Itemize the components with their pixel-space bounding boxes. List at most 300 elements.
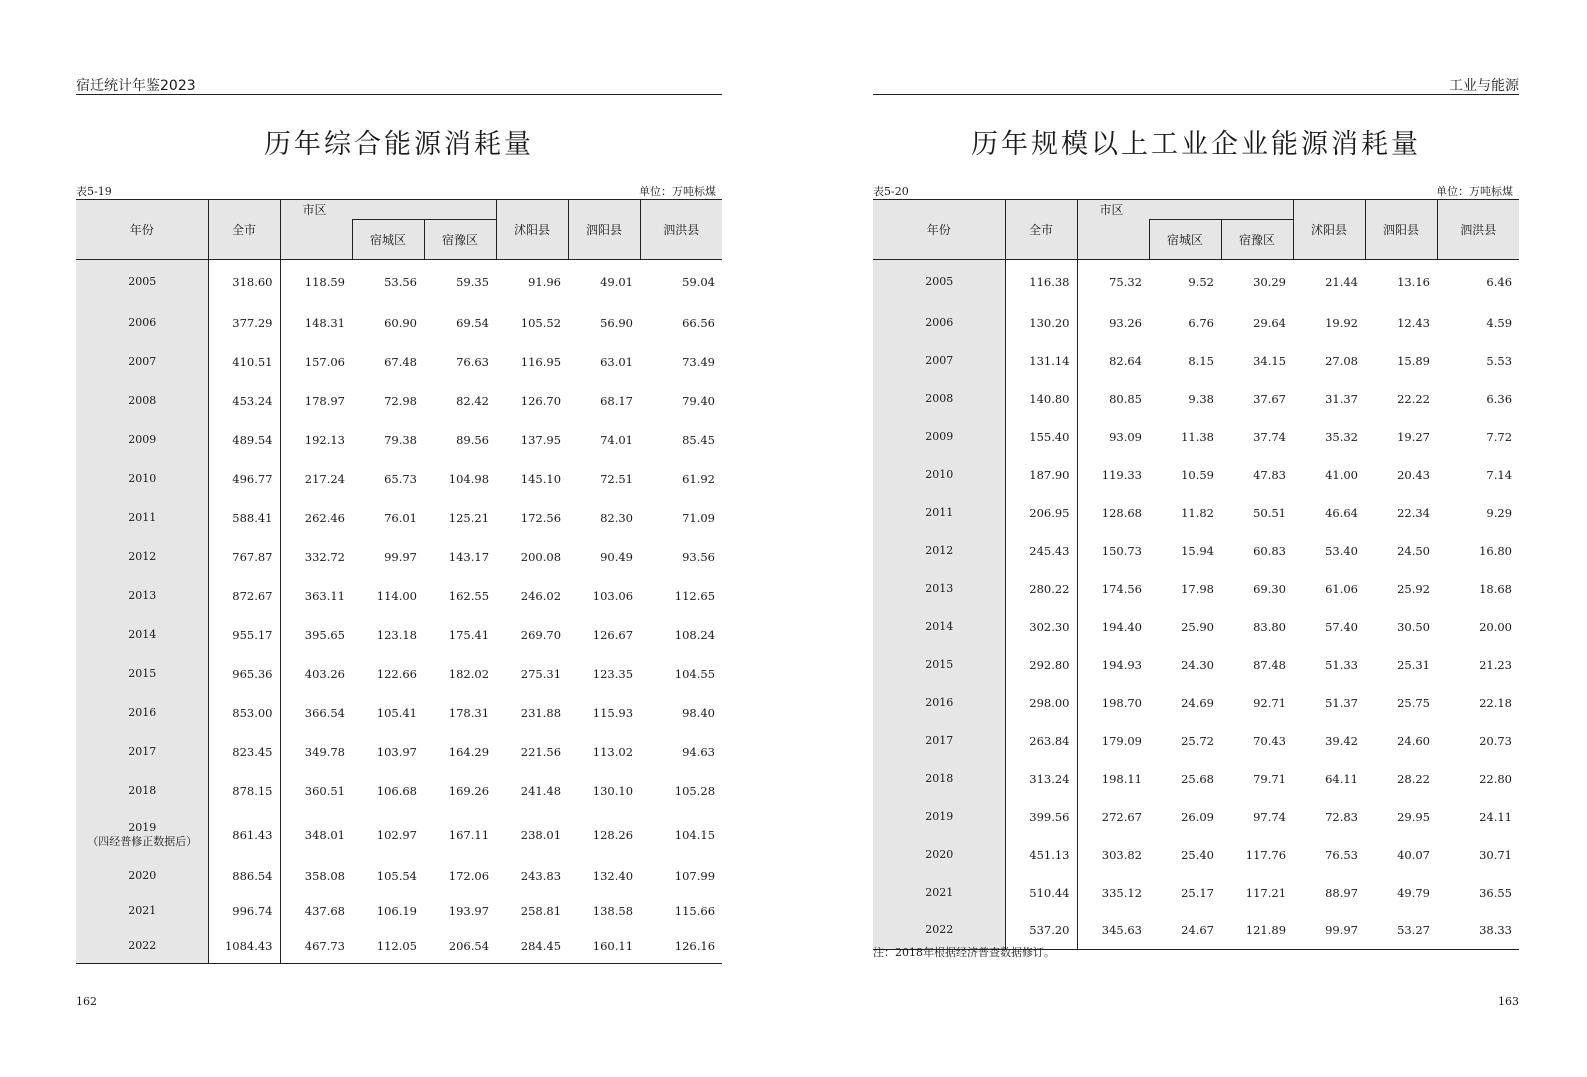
data-cell: 358.08 bbox=[304, 869, 345, 883]
data-cell: 132.40 bbox=[592, 869, 634, 883]
year-label: 2009 bbox=[128, 433, 157, 446]
data-cell: 115.93 bbox=[592, 706, 634, 720]
col-sucheng: 宿城区 bbox=[1149, 220, 1221, 260]
data-cell: 21.44 bbox=[1325, 274, 1359, 289]
data-cell: 125.21 bbox=[448, 511, 490, 525]
data-cell: 116.38 bbox=[1005, 260, 1077, 304]
row-year bbox=[76, 694, 208, 733]
data-cell: 68.17 bbox=[600, 394, 634, 408]
data-cell: 76.01 bbox=[384, 511, 417, 525]
col-urban: 市区 bbox=[280, 200, 496, 220]
data-cell: 99.97 bbox=[384, 550, 417, 564]
data-cell: 157.06 bbox=[304, 355, 345, 369]
year-label: 2009 bbox=[925, 429, 954, 443]
row-year bbox=[76, 499, 208, 538]
data-cell: 72.51 bbox=[600, 472, 634, 486]
unit-label: 单位：万吨标煤 bbox=[1436, 185, 1513, 198]
table-row bbox=[873, 570, 1519, 608]
data-cell: 66.56 bbox=[682, 316, 716, 330]
row-year bbox=[873, 304, 1005, 342]
data-cell: 262.46 bbox=[304, 511, 345, 525]
data-cell: 172.56 bbox=[520, 511, 562, 525]
data-cell: 996.74 bbox=[208, 894, 280, 929]
table-row bbox=[873, 798, 1519, 836]
data-cell: 24.67 bbox=[1149, 912, 1221, 950]
data-cell: 21.23 bbox=[1479, 657, 1513, 672]
data-cell: 105.41 bbox=[376, 706, 417, 720]
data-cell: 489.54 bbox=[208, 421, 280, 460]
data-cell: 403.26 bbox=[304, 667, 345, 681]
data-cell: 79.40 bbox=[682, 394, 716, 408]
data-cell: 167.11 bbox=[448, 827, 490, 842]
year-label: 2016 bbox=[128, 706, 157, 719]
row-year bbox=[873, 646, 1005, 684]
data-cell: 82.42 bbox=[456, 394, 490, 408]
year-label: 2010 bbox=[925, 467, 954, 481]
data-cell: 217.24 bbox=[304, 472, 345, 486]
data-cell: 767.87 bbox=[208, 538, 280, 577]
data-cell: 9.52 bbox=[1188, 274, 1214, 289]
data-cell: 51.33 bbox=[1325, 657, 1359, 672]
data-cell: 302.30 bbox=[1005, 608, 1077, 646]
data-cell: 363.11 bbox=[304, 589, 345, 603]
data-cell: 15.89 bbox=[1397, 353, 1431, 368]
table-row bbox=[873, 874, 1519, 912]
data-cell: 46.64 bbox=[1325, 505, 1359, 520]
data-cell: 318.60 bbox=[208, 260, 280, 304]
left-page bbox=[76, 0, 722, 1077]
data-cell: 104.98 bbox=[448, 472, 490, 486]
row-year bbox=[76, 772, 208, 811]
data-cell: 20.43 bbox=[1397, 467, 1431, 482]
data-cell: 10.59 bbox=[1181, 467, 1214, 482]
data-cell: 97.74 bbox=[1253, 809, 1287, 824]
row-year bbox=[76, 577, 208, 616]
year-label: 2020 bbox=[925, 847, 954, 861]
data-cell: 73.49 bbox=[682, 355, 716, 369]
unit-label: 单位：万吨标煤 bbox=[639, 185, 716, 198]
row-year bbox=[76, 538, 208, 577]
data-cell: 174.56 bbox=[1101, 581, 1142, 596]
table-row bbox=[873, 532, 1519, 570]
data-cell: 22.18 bbox=[1479, 695, 1513, 710]
data-cell: 25.40 bbox=[1181, 847, 1214, 862]
data-cell: 194.40 bbox=[1101, 619, 1142, 634]
data-cell: 79.71 bbox=[1253, 771, 1287, 786]
row-year bbox=[873, 608, 1005, 646]
data-cell: 71.09 bbox=[682, 511, 716, 525]
page-number: 162 bbox=[76, 995, 97, 1008]
data-cell: 245.43 bbox=[1005, 532, 1077, 570]
data-cell: 126.16 bbox=[640, 929, 722, 964]
row-year bbox=[76, 733, 208, 772]
data-cell: 588.41 bbox=[208, 499, 280, 538]
data-cell: 87.48 bbox=[1253, 657, 1287, 672]
year-label: 2021 bbox=[128, 904, 157, 917]
data-cell: 94.63 bbox=[682, 745, 716, 759]
data-cell: 28.22 bbox=[1397, 771, 1431, 786]
data-cell: 128.68 bbox=[1101, 505, 1142, 520]
year-label: 2012 bbox=[128, 550, 157, 563]
data-cell: 25.90 bbox=[1181, 619, 1214, 634]
row-year bbox=[76, 811, 208, 859]
data-cell: 24.30 bbox=[1181, 657, 1214, 672]
data-cell: 93.56 bbox=[682, 550, 716, 564]
data-cell: 112.65 bbox=[674, 589, 716, 603]
year-label: 2021 bbox=[925, 885, 954, 899]
row-year bbox=[76, 460, 208, 499]
year-label: 2015 bbox=[925, 657, 954, 671]
data-cell: 332.72 bbox=[304, 550, 345, 564]
data-cell: 7.14 bbox=[1486, 467, 1513, 482]
data-cell: 12.43 bbox=[1397, 315, 1431, 330]
data-cell: 6.36 bbox=[1486, 391, 1513, 406]
data-cell: 20.73 bbox=[1479, 733, 1513, 748]
col-year: 年份 bbox=[873, 200, 1005, 260]
table-row bbox=[76, 859, 722, 894]
year-label: 2012 bbox=[925, 543, 954, 557]
year-label: 2016 bbox=[925, 695, 954, 709]
table-row bbox=[76, 811, 722, 859]
data-cell: 200.08 bbox=[520, 550, 562, 564]
year-label: 2011 bbox=[925, 505, 954, 519]
data-cell: 162.55 bbox=[448, 589, 490, 603]
data-cell: 91.96 bbox=[528, 274, 562, 289]
data-cell: 39.42 bbox=[1325, 733, 1359, 748]
data-cell: 303.82 bbox=[1101, 847, 1142, 862]
data-cell: 41.00 bbox=[1325, 467, 1359, 482]
col-sihong: 泗洪县 bbox=[640, 200, 722, 260]
data-cell: 8.15 bbox=[1188, 353, 1214, 368]
data-cell: 49.01 bbox=[600, 274, 634, 289]
data-cell: 6.46 bbox=[1486, 274, 1513, 289]
data-cell: 69.30 bbox=[1253, 581, 1287, 596]
data-cell: 31.37 bbox=[1325, 391, 1359, 406]
col-year: 年份 bbox=[76, 200, 208, 260]
data-cell: 27.08 bbox=[1325, 353, 1359, 368]
data-cell: 123.18 bbox=[376, 628, 417, 642]
data-cell: 366.54 bbox=[304, 706, 345, 720]
row-year bbox=[873, 380, 1005, 418]
data-cell: 88.97 bbox=[1325, 885, 1359, 900]
col-urban: 市区 bbox=[1077, 200, 1293, 220]
data-cell: 18.68 bbox=[1479, 581, 1513, 596]
data-cell: 275.31 bbox=[520, 667, 562, 681]
data-cell: 823.45 bbox=[208, 733, 280, 772]
energy-table bbox=[76, 199, 722, 964]
data-cell: 99.97 bbox=[1293, 912, 1365, 950]
row-year bbox=[873, 342, 1005, 380]
data-cell: 113.02 bbox=[592, 745, 634, 759]
data-cell: 5.53 bbox=[1486, 353, 1513, 368]
data-cell: 50.51 bbox=[1253, 505, 1287, 520]
table-row bbox=[76, 694, 722, 733]
data-cell: 76.63 bbox=[456, 355, 490, 369]
data-cell: 53.27 bbox=[1365, 912, 1437, 950]
col-sihong: 泗洪县 bbox=[1437, 200, 1519, 260]
year-label: 2017 bbox=[128, 745, 157, 758]
data-cell: 38.33 bbox=[1437, 912, 1519, 950]
row-year bbox=[76, 859, 208, 894]
data-cell: 194.93 bbox=[1101, 657, 1142, 672]
data-cell: 377.29 bbox=[208, 304, 280, 343]
data-cell: 61.92 bbox=[682, 472, 716, 486]
data-cell: 25.17 bbox=[1181, 885, 1214, 900]
data-cell: 51.37 bbox=[1325, 695, 1359, 710]
year-label: 2013 bbox=[925, 581, 954, 595]
data-cell: 246.02 bbox=[520, 589, 562, 603]
data-cell: 19.27 bbox=[1397, 429, 1431, 444]
table-row bbox=[873, 760, 1519, 798]
data-cell: 872.67 bbox=[208, 577, 280, 616]
table-row bbox=[76, 616, 722, 655]
data-cell: 148.31 bbox=[304, 316, 345, 330]
row-year bbox=[873, 260, 1005, 304]
table-row bbox=[76, 460, 722, 499]
data-cell: 206.95 bbox=[1005, 494, 1077, 532]
row-year bbox=[873, 570, 1005, 608]
table-row bbox=[873, 646, 1519, 684]
industrial-energy-table bbox=[873, 199, 1519, 950]
col-suyu: 宿豫区 bbox=[1221, 220, 1293, 260]
year-label: 2019 bbox=[925, 809, 954, 823]
table-code: 表5-20 bbox=[873, 185, 909, 198]
data-cell: 292.80 bbox=[1005, 646, 1077, 684]
table-row bbox=[76, 733, 722, 772]
data-cell: 955.17 bbox=[208, 616, 280, 655]
data-cell: 47.83 bbox=[1253, 467, 1287, 482]
data-cell: 187.90 bbox=[1005, 456, 1077, 494]
data-cell: 137.95 bbox=[520, 433, 562, 447]
page-number: 163 bbox=[1498, 995, 1519, 1008]
data-cell: 160.11 bbox=[568, 929, 640, 964]
year-label: 2019 bbox=[128, 820, 157, 834]
data-cell: 56.90 bbox=[600, 316, 634, 330]
data-cell: 6.76 bbox=[1188, 315, 1214, 330]
data-cell: 34.15 bbox=[1253, 353, 1287, 368]
table-row bbox=[873, 722, 1519, 760]
data-cell: 22.22 bbox=[1397, 391, 1431, 406]
data-cell: 182.02 bbox=[448, 667, 490, 681]
data-cell: 853.00 bbox=[208, 694, 280, 733]
data-cell: 121.89 bbox=[1221, 912, 1293, 950]
table-row bbox=[873, 342, 1519, 380]
data-cell: 965.36 bbox=[208, 655, 280, 694]
data-cell: 198.11 bbox=[1101, 771, 1142, 786]
data-cell: 231.88 bbox=[520, 706, 562, 720]
data-cell: 25.92 bbox=[1397, 581, 1431, 596]
data-cell: 453.24 bbox=[208, 382, 280, 421]
data-cell: 82.64 bbox=[1109, 353, 1142, 368]
year-label: 2011 bbox=[128, 511, 157, 524]
data-cell: 25.31 bbox=[1397, 657, 1431, 672]
data-cell: 83.80 bbox=[1253, 619, 1287, 634]
row-year bbox=[76, 304, 208, 343]
col-siyang: 泗阳县 bbox=[1365, 200, 1437, 260]
data-cell: 93.26 bbox=[1109, 315, 1142, 330]
row-year bbox=[76, 260, 208, 304]
year-label: 2006 bbox=[925, 315, 954, 329]
table-row bbox=[873, 836, 1519, 874]
chapter-title: 工业与能源 bbox=[1449, 78, 1519, 94]
table-row bbox=[873, 494, 1519, 532]
data-cell: 25.75 bbox=[1397, 695, 1431, 710]
data-cell: 69.54 bbox=[456, 316, 490, 330]
year-label: 2014 bbox=[128, 628, 157, 641]
data-cell: 93.09 bbox=[1109, 429, 1142, 444]
data-cell: 37.67 bbox=[1253, 391, 1287, 406]
running-head bbox=[76, 74, 722, 95]
data-cell: 11.82 bbox=[1181, 505, 1214, 520]
year-label: 2018 bbox=[128, 784, 157, 797]
data-cell: 155.40 bbox=[1005, 418, 1077, 456]
page-title: 历年规模以上工业企业能源消耗量 bbox=[971, 129, 1421, 160]
data-cell: 29.95 bbox=[1397, 809, 1431, 824]
yearbook-title: 宿迁统计年鉴2023 bbox=[76, 78, 196, 94]
table-row bbox=[873, 304, 1519, 342]
data-cell: 131.14 bbox=[1005, 342, 1077, 380]
row-year bbox=[873, 874, 1005, 912]
year-label: 2005 bbox=[128, 274, 157, 288]
year-label: 2017 bbox=[925, 733, 954, 747]
row-year bbox=[873, 418, 1005, 456]
data-cell: 178.31 bbox=[448, 706, 490, 720]
data-cell: 112.05 bbox=[352, 929, 424, 964]
row-year bbox=[76, 616, 208, 655]
data-cell: 140.80 bbox=[1005, 380, 1077, 418]
table-row bbox=[873, 684, 1519, 722]
row-year bbox=[873, 532, 1005, 570]
data-cell: 20.00 bbox=[1479, 619, 1513, 634]
data-cell: 451.13 bbox=[1005, 836, 1077, 874]
row-year bbox=[873, 836, 1005, 874]
data-cell: 107.99 bbox=[674, 869, 716, 883]
data-cell: 103.06 bbox=[592, 589, 634, 603]
data-cell: 272.67 bbox=[1101, 809, 1142, 824]
data-cell: 861.43 bbox=[208, 811, 280, 859]
data-cell: 105.28 bbox=[674, 784, 716, 798]
data-cell: 53.40 bbox=[1325, 543, 1359, 558]
table-row bbox=[873, 456, 1519, 494]
data-cell: 192.13 bbox=[304, 433, 345, 447]
year-label: 2006 bbox=[128, 316, 157, 329]
data-cell: 105.52 bbox=[520, 316, 562, 330]
data-cell: 172.06 bbox=[448, 869, 490, 883]
data-cell: 30.71 bbox=[1479, 847, 1513, 862]
table-row bbox=[76, 772, 722, 811]
data-cell: 49.79 bbox=[1397, 885, 1431, 900]
data-cell: 106.68 bbox=[376, 784, 417, 798]
data-cell: 399.56 bbox=[1005, 798, 1077, 836]
data-cell: 61.06 bbox=[1325, 581, 1359, 596]
col-city: 全市 bbox=[208, 200, 280, 260]
row-year bbox=[873, 798, 1005, 836]
year-label: 2007 bbox=[925, 353, 954, 367]
table-meta bbox=[76, 183, 722, 197]
page-title: 历年综合能源消耗量 bbox=[264, 129, 534, 160]
data-cell: 298.00 bbox=[1005, 684, 1077, 722]
data-cell: 53.56 bbox=[384, 274, 417, 289]
data-cell: 16.80 bbox=[1479, 543, 1513, 558]
data-cell: 59.04 bbox=[682, 274, 716, 289]
data-cell: 72.98 bbox=[384, 394, 417, 408]
data-cell: 36.55 bbox=[1479, 885, 1513, 900]
row-year bbox=[76, 343, 208, 382]
data-cell: 25.72 bbox=[1181, 733, 1214, 748]
year-label: 2008 bbox=[925, 391, 954, 405]
year-label: 2010 bbox=[128, 472, 157, 485]
col-shuyang: 沭阳县 bbox=[1293, 200, 1365, 260]
data-cell: 67.48 bbox=[384, 355, 417, 369]
data-cell: 284.45 bbox=[496, 929, 568, 964]
data-cell: 280.22 bbox=[1005, 570, 1077, 608]
table-row bbox=[873, 260, 1519, 304]
year-label: 2022 bbox=[925, 923, 954, 937]
data-cell: 410.51 bbox=[208, 343, 280, 382]
data-cell: 75.32 bbox=[1109, 274, 1142, 289]
table-row bbox=[76, 260, 722, 304]
data-cell: 360.51 bbox=[304, 784, 345, 798]
data-cell: 30.29 bbox=[1253, 274, 1287, 289]
year-label: 2008 bbox=[128, 394, 157, 407]
data-cell: 395.65 bbox=[304, 628, 345, 642]
data-cell: 103.97 bbox=[376, 745, 417, 759]
data-cell: 72.83 bbox=[1325, 809, 1359, 824]
data-cell: 24.69 bbox=[1181, 695, 1214, 710]
row-year bbox=[76, 655, 208, 694]
data-cell: 150.73 bbox=[1101, 543, 1142, 558]
data-cell: 130.10 bbox=[592, 784, 634, 798]
data-cell: 92.71 bbox=[1253, 695, 1287, 710]
data-cell: 79.38 bbox=[384, 433, 417, 447]
data-cell: 26.09 bbox=[1181, 809, 1214, 824]
row-year bbox=[76, 421, 208, 460]
data-cell: 313.24 bbox=[1005, 760, 1077, 798]
data-cell: 22.80 bbox=[1479, 771, 1513, 786]
col-shuyang: 沭阳县 bbox=[496, 200, 568, 260]
data-cell: 89.56 bbox=[456, 433, 490, 447]
data-cell: 60.83 bbox=[1253, 543, 1287, 558]
data-cell: 118.59 bbox=[304, 274, 345, 289]
data-cell: 878.15 bbox=[208, 772, 280, 811]
data-cell: 7.72 bbox=[1486, 429, 1513, 444]
col-siyang: 泗阳县 bbox=[568, 200, 640, 260]
data-cell: 90.49 bbox=[600, 550, 634, 564]
data-cell: 138.58 bbox=[592, 904, 634, 918]
data-cell: 98.40 bbox=[682, 706, 716, 720]
row-year bbox=[76, 382, 208, 421]
data-cell: 496.77 bbox=[208, 460, 280, 499]
data-cell: 467.73 bbox=[280, 929, 352, 964]
data-cell: 82.30 bbox=[600, 511, 634, 525]
data-cell: 105.54 bbox=[376, 869, 417, 883]
year-label: 2020 bbox=[128, 869, 157, 882]
table-row bbox=[76, 421, 722, 460]
data-cell: 114.00 bbox=[376, 589, 417, 603]
data-cell: 117.21 bbox=[1245, 885, 1287, 900]
data-cell: 15.94 bbox=[1181, 543, 1214, 558]
row-year bbox=[873, 456, 1005, 494]
data-cell: 104.55 bbox=[674, 667, 716, 681]
data-cell: 119.33 bbox=[1101, 467, 1142, 482]
right-page bbox=[873, 0, 1519, 1077]
data-cell: 24.11 bbox=[1479, 809, 1513, 824]
data-cell: 179.09 bbox=[1101, 733, 1142, 748]
table-row bbox=[76, 538, 722, 577]
data-cell: 537.20 bbox=[1005, 912, 1077, 950]
row-year bbox=[873, 494, 1005, 532]
data-cell: 29.64 bbox=[1253, 315, 1287, 330]
